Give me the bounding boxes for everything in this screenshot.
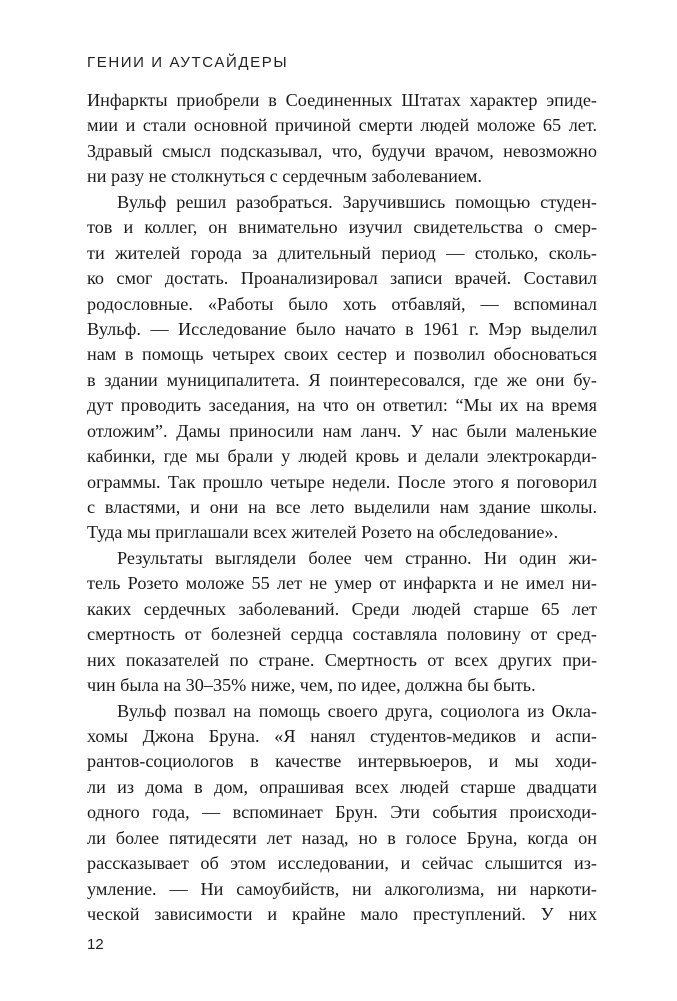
text-line: Вульф. — Исследование было начато в 1961 г. Мэр выделил: [87, 318, 597, 339]
text-line: ческой зависимости и крайне мало преступлений. У них: [87, 904, 597, 924]
text-line: дут проводить заседания, на что он ответил: “Мы их на время: [87, 395, 597, 416]
text-line: мии и стали основной причиной смерти людей моложе 65 лет.: [87, 115, 597, 136]
text-line: чин была на 30–35% ниже, чем, по идее, должна бы быть.: [87, 675, 536, 696]
text-line: ограммы. Так прошло четыре недели. После этого я поговорил: [87, 471, 597, 492]
text-line: каких сердечных заболеваний. Среди людей старше 65 лет: [87, 598, 597, 619]
text-line: ти жителей города за длительный период — столько, сколь-: [87, 242, 597, 263]
text-line: хомы Джона Бруна. «Я нанял студентов-медиков и аспи-: [87, 725, 597, 746]
text-line: ли более пятидесяти лет назад, но в голосе Бруна, когда он: [87, 827, 597, 848]
text-line: ко смог достать. Проанализировал записи врачей. Составил: [87, 268, 597, 289]
text-line: Результаты выглядели более чем странно. Ни один жи-: [117, 547, 597, 568]
text-line: кабинки, где мы брали у людей кровь и делали электрокарди-: [87, 446, 597, 467]
text-line: ни разу не столкнуться с сердечным заболеванием.: [87, 166, 482, 187]
running-head: ГЕНИИ И АУТСАЙДЕРЫ: [87, 54, 289, 71]
text-line: смертность от болезней сердца составляла половину от сред-: [87, 624, 597, 645]
page-number: 12: [87, 936, 104, 953]
text-line: рассказывает об этом исследовании, и сейчас слышится из-: [87, 853, 597, 874]
text-line: них показателей по стране. Смертность от всех других при-: [87, 649, 597, 670]
text-line: нам в помощь четырех своих сестер и позволил обосноваться: [87, 344, 597, 365]
text-line: ли из дома в дом, опрашивая всех людей старше двадцати: [87, 776, 597, 797]
text-line: отложим”. Дамы приносили нам ланч. У нас были маленькие: [87, 420, 597, 441]
text-line: Вульф решил разобраться. Заручившись помощью студен-: [117, 191, 597, 212]
text-line: родословные. «Работы было хоть отбавляй, — вспоминал: [87, 293, 597, 314]
text-line: в здании муниципалитета. Я поинтересовался, где же они бу-: [87, 369, 597, 390]
body-text: [87, 88, 597, 927]
text-line: Здравый смысл подсказывал, что, будучи врачом, невозможно: [87, 140, 597, 161]
text-line: Вульф позвал на помощь своего друга, социолога из Окла-: [117, 700, 597, 721]
text-line: одного года, — вспоминает Брун. Эти события происходи-: [87, 802, 597, 823]
text-line: умление. — Ни самоубийств, ни алкоголизма, ни наркоти-: [87, 878, 597, 899]
text-line: Туда мы приглашали всех жителей Розето на обследование».: [87, 522, 559, 543]
text-line: с властями, и они на все лето выделили нам здание школы.: [87, 497, 597, 517]
text-line: рантов-социологов в качестве интервьюеров, и мы ходи-: [87, 751, 597, 772]
text-line: тель Розето моложе 55 лет не умер от инфаркта и не имел ни-: [87, 573, 597, 594]
text-line: Инфаркты приобрели в Соединенных Штатах характер эпиде-: [87, 90, 597, 110]
text-line: тов и коллег, он внимательно изучил свидетельства о смер-: [87, 217, 597, 238]
